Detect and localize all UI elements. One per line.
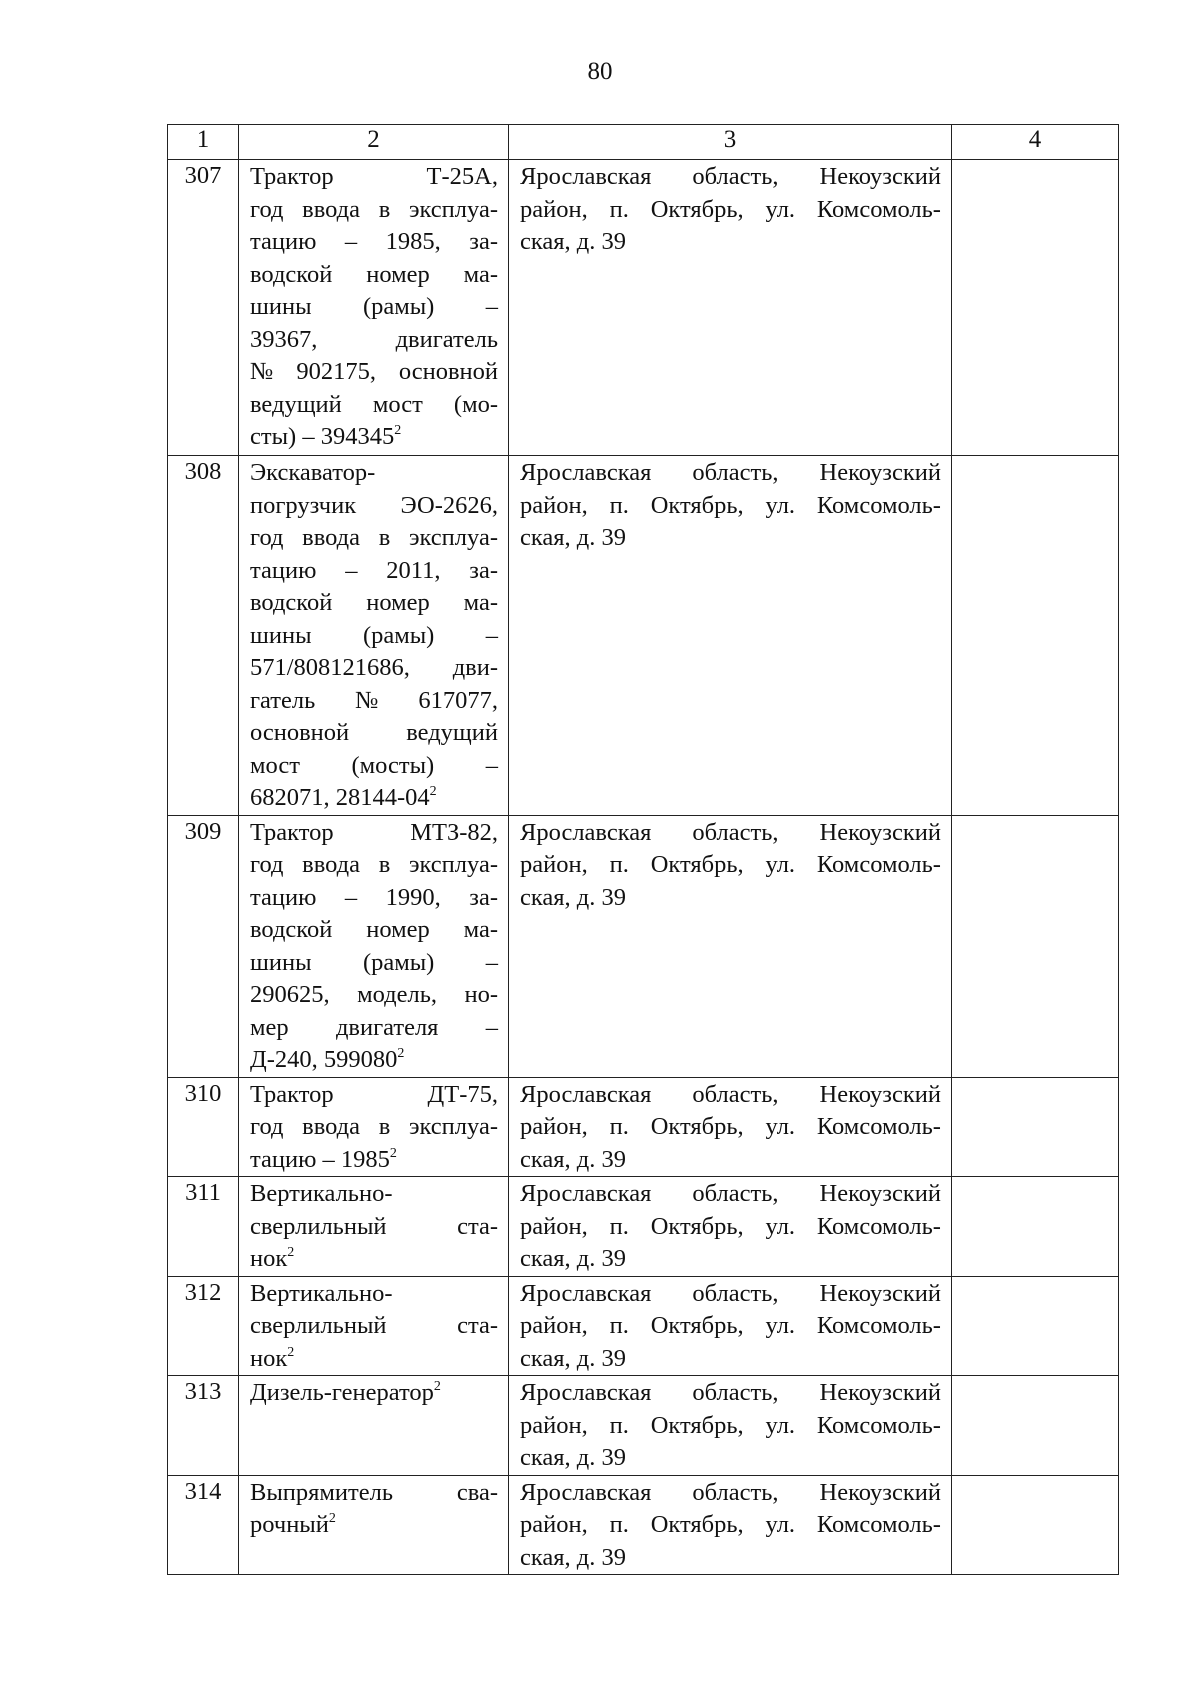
text-line — [250, 717, 498, 750]
text-line — [520, 1542, 941, 1575]
word: п. — [609, 1511, 629, 1538]
column-4-cell — [952, 1077, 1119, 1177]
text-line — [250, 849, 498, 882]
footnote-marker: 2 — [433, 1379, 441, 1394]
text-line — [250, 817, 498, 850]
footnote-marker: 2 — [389, 1145, 397, 1161]
word: дви- — [452, 654, 498, 681]
word: Октябрь, — [650, 1312, 744, 1339]
row-number: 311 — [168, 1177, 239, 1277]
text-line — [250, 1111, 498, 1144]
word: п. — [609, 195, 629, 223]
line-text: ская, д. 39 — [520, 524, 627, 551]
word: эксплуа- — [409, 195, 498, 223]
text-line — [250, 685, 498, 718]
word: Октябрь, — [650, 195, 744, 223]
text-line — [250, 1377, 498, 1410]
text-line — [520, 522, 941, 555]
word: ул. — [765, 1113, 796, 1140]
word: Октябрь, — [650, 1511, 744, 1538]
word: мер — [250, 1013, 289, 1041]
word: ул. — [765, 195, 796, 223]
word: в — [378, 1113, 391, 1140]
column-header-2: 2 — [239, 125, 509, 160]
word: 902175, — [296, 358, 376, 385]
word: Некоузский — [819, 163, 941, 190]
word: Ярославская — [520, 163, 652, 190]
table-row — [168, 1177, 1119, 1277]
text-line — [520, 490, 941, 523]
text-line — [250, 259, 498, 292]
text-line — [250, 1278, 498, 1311]
word: ввода — [302, 1113, 361, 1140]
text-line — [250, 226, 498, 259]
word: эксплуа- — [409, 524, 498, 551]
text-line — [250, 979, 498, 1012]
word: Комсомоль- — [816, 1212, 941, 1240]
word: сверлильный — [250, 1212, 387, 1240]
footnote-marker: 2 — [287, 1245, 295, 1260]
word: номер — [366, 916, 430, 943]
column-4-cell — [952, 160, 1119, 456]
word: Трактор — [250, 163, 334, 190]
text-line — [520, 1144, 941, 1177]
word: Трактор — [250, 818, 334, 846]
word: Выпрямитель — [250, 1478, 394, 1506]
text-line — [250, 356, 498, 389]
item-address — [509, 456, 952, 816]
word: ул. — [765, 1312, 796, 1339]
text-line — [250, 161, 498, 194]
text-line — [250, 652, 498, 685]
word: двигателя — [335, 1013, 439, 1041]
page-number: 80 — [587, 58, 613, 85]
row-number: 307 — [168, 160, 239, 456]
word: Ярославская — [520, 1478, 652, 1506]
text-line — [250, 1477, 498, 1510]
word: ведущий — [406, 719, 498, 746]
word: 39367, — [250, 325, 318, 353]
text-line — [520, 817, 941, 850]
word: год — [250, 524, 284, 551]
word: область, — [692, 459, 779, 486]
word: (мосты) — [351, 751, 435, 779]
text-line — [250, 1243, 498, 1276]
word: водской — [250, 260, 333, 288]
column-4-cell — [952, 456, 1119, 816]
text-line — [250, 421, 498, 454]
word: 290625, — [250, 981, 330, 1008]
item-description — [239, 1077, 509, 1177]
word: эксплуа- — [409, 1113, 498, 1140]
word: ул. — [765, 1212, 796, 1240]
word: Ярославская — [520, 818, 652, 846]
word: район, — [520, 195, 588, 223]
word: в — [378, 524, 391, 551]
row-number: 310 — [168, 1077, 239, 1177]
word: основной — [398, 358, 498, 385]
word: ма- — [463, 589, 498, 616]
text-line — [250, 620, 498, 653]
property-table — [167, 124, 1119, 1575]
row-number: 312 — [168, 1276, 239, 1376]
word: Октябрь, — [650, 1411, 744, 1439]
word: номер — [366, 260, 430, 288]
word: Октябрь, — [650, 851, 744, 878]
line-text: Экскаватор- — [250, 459, 376, 486]
text-line — [250, 1079, 498, 1112]
row-number: 309 — [168, 815, 239, 1077]
footnote-marker: 2 — [397, 1046, 405, 1061]
word: год — [250, 851, 284, 878]
word: в — [378, 195, 391, 223]
text-line — [520, 1377, 941, 1410]
word: (рамы) — [362, 948, 435, 976]
word: Комсомоль- — [816, 1113, 941, 1140]
word: двигатель — [395, 325, 498, 353]
word: ул. — [765, 1411, 796, 1439]
column-header-row — [168, 125, 1119, 160]
table-row — [168, 1376, 1119, 1476]
word: ста- — [457, 1312, 498, 1339]
word: сва- — [456, 1478, 498, 1506]
text-line — [250, 555, 498, 588]
text-line — [250, 324, 498, 357]
word: п. — [609, 1312, 629, 1339]
word: в — [378, 851, 391, 878]
text-line — [520, 882, 941, 915]
word: мост — [250, 751, 300, 779]
word: 617077, — [418, 686, 498, 714]
word: Некоузский — [819, 1180, 941, 1207]
word: за- — [469, 883, 498, 911]
word: тацию — [250, 228, 317, 255]
table-row — [168, 1276, 1119, 1376]
word: п. — [609, 1212, 629, 1240]
word: год — [250, 195, 284, 223]
text-line — [520, 1410, 941, 1443]
text-line — [520, 1278, 941, 1311]
word: 1985, — [385, 228, 441, 255]
word: область, — [692, 1379, 779, 1406]
row-number: 314 — [168, 1475, 239, 1575]
text-line — [250, 194, 498, 227]
word: ДТ-75, — [427, 1080, 498, 1108]
item-description — [239, 1276, 509, 1376]
footnote-marker: 2 — [287, 1344, 295, 1360]
word: ста- — [457, 1212, 498, 1240]
item-description — [239, 1177, 509, 1277]
column-header-3: 3 — [509, 125, 952, 160]
word: п. — [609, 851, 629, 878]
word: № — [250, 358, 274, 385]
text-line — [520, 1178, 941, 1211]
column-4-cell — [952, 1177, 1119, 1277]
text-line — [520, 1243, 941, 1276]
word: эксплуа- — [409, 851, 498, 878]
word: ввода — [302, 851, 361, 878]
word: Комсомоль- — [816, 195, 941, 223]
line-text: рочный — [250, 1511, 329, 1538]
text-line — [520, 1111, 941, 1144]
word: Ярославская — [520, 1279, 652, 1307]
item-description — [239, 1475, 509, 1575]
text-line — [520, 1477, 941, 1510]
word: сверлильный — [250, 1312, 387, 1339]
line-text: тацию – 1985 — [250, 1145, 390, 1173]
text-line — [250, 1144, 498, 1177]
word: шины — [250, 621, 312, 649]
word: Некоузский — [819, 818, 941, 846]
table-row — [168, 815, 1119, 1077]
item-description — [239, 160, 509, 456]
word: Некоузский — [819, 1279, 941, 1307]
line-text: ская, д. 39 — [520, 1444, 627, 1471]
line-text: ская, д. 39 — [520, 1543, 627, 1571]
line-text: Вертикально- — [250, 1180, 393, 1207]
text-line — [250, 1509, 498, 1542]
line-text: 682071, 28144-04 — [250, 784, 430, 811]
word: область, — [692, 1080, 779, 1108]
word: ввода — [302, 524, 361, 551]
text-line — [250, 1012, 498, 1045]
text-line — [250, 490, 498, 523]
word: водской — [250, 916, 333, 943]
footnote-marker: 2 — [429, 784, 437, 799]
word: район, — [520, 851, 588, 878]
word: Октябрь, — [650, 1212, 744, 1240]
item-address — [509, 1475, 952, 1575]
text-line — [250, 750, 498, 783]
word: ввода — [302, 195, 361, 223]
word: – — [485, 293, 498, 320]
text-line — [520, 194, 941, 227]
word: Некоузский — [819, 1478, 941, 1506]
word: Комсомоль- — [816, 1411, 941, 1439]
text-line — [520, 849, 941, 882]
text-line — [250, 914, 498, 947]
word: ЭО-2626, — [400, 491, 498, 519]
line-text: ская, д. 39 — [520, 1344, 627, 1372]
word: гатель — [250, 686, 316, 714]
row-number: 313 — [168, 1376, 239, 1476]
word: район, — [520, 1511, 588, 1538]
text-line — [250, 1211, 498, 1244]
line-text: сты) – 394345 — [250, 423, 395, 450]
text-line — [250, 782, 498, 815]
item-address — [509, 815, 952, 1077]
word: ул. — [765, 851, 796, 878]
word: район, — [520, 1312, 588, 1339]
column-4-cell — [952, 815, 1119, 1077]
word: ма- — [463, 260, 498, 288]
word: шины — [250, 293, 312, 320]
word: – — [485, 621, 498, 649]
text-line — [520, 1310, 941, 1343]
word: но- — [464, 981, 498, 1008]
line-text: ская, д. 39 — [520, 1145, 627, 1173]
text-line — [250, 587, 498, 620]
table-row — [168, 160, 1119, 456]
item-address — [509, 160, 952, 456]
word: Т-25А, — [426, 163, 498, 190]
word: – — [485, 948, 498, 976]
word: Ярославская — [520, 1180, 652, 1207]
word: – — [485, 1013, 498, 1041]
table-row — [168, 1475, 1119, 1575]
word: год — [250, 1113, 284, 1140]
line-text: Д-240, 599080 — [250, 1046, 398, 1073]
word: область, — [692, 818, 779, 846]
line-text: ская, д. 39 — [520, 883, 627, 911]
text-line — [520, 226, 941, 259]
word: район, — [520, 1212, 588, 1240]
word: Октябрь, — [650, 1113, 744, 1140]
word: номер — [366, 589, 430, 616]
text-line — [250, 1178, 498, 1211]
word: ма- — [463, 916, 498, 943]
word: тацию — [250, 556, 317, 584]
line-text: Дизель-генератор — [250, 1379, 434, 1406]
word: Трактор — [250, 1080, 334, 1108]
table-row — [168, 1077, 1119, 1177]
item-address — [509, 1077, 952, 1177]
word: область, — [692, 1279, 779, 1307]
word: (рамы) — [362, 293, 435, 320]
line-text: нок — [250, 1344, 288, 1372]
text-line — [520, 457, 941, 490]
word: модель, — [357, 981, 437, 1008]
text-line — [250, 291, 498, 324]
word: основной — [250, 719, 350, 746]
item-address — [509, 1276, 952, 1376]
word: Комсомоль- — [816, 851, 941, 878]
footnote-marker: 2 — [328, 1511, 336, 1526]
word: Комсомоль- — [816, 1511, 941, 1538]
text-line — [520, 1509, 941, 1542]
word: п. — [609, 491, 629, 519]
word: ул. — [765, 1511, 796, 1538]
text-line — [520, 1211, 941, 1244]
column-header-1: 1 — [168, 125, 239, 160]
word: Некоузский — [819, 1379, 941, 1406]
word: 2011, — [386, 556, 441, 584]
text-line — [520, 161, 941, 194]
word: Ярославская — [520, 1080, 652, 1108]
word: погрузчик — [250, 491, 357, 519]
word: МТЗ-82, — [410, 818, 498, 846]
line-text: ская, д. 39 — [520, 1245, 627, 1272]
word: водской — [250, 589, 333, 616]
word: Комсомоль- — [816, 1312, 941, 1339]
text-line — [250, 1044, 498, 1077]
column-4-cell — [952, 1475, 1119, 1575]
line-text: нок — [250, 1245, 288, 1272]
column-4-cell — [952, 1276, 1119, 1376]
word: район, — [520, 1411, 588, 1439]
word: мост — [372, 390, 423, 418]
line-text: Вертикально- — [250, 1279, 393, 1307]
word: – — [345, 556, 358, 584]
word: шины — [250, 948, 312, 976]
item-description — [239, 1376, 509, 1476]
word: № — [355, 686, 379, 714]
word: область, — [692, 1180, 779, 1207]
word: область, — [692, 1478, 779, 1506]
item-description — [239, 815, 509, 1077]
word: Ярославская — [520, 459, 652, 486]
word: ведущий — [250, 390, 342, 418]
text-line — [250, 457, 498, 490]
word: Некоузский — [819, 459, 941, 486]
text-line — [520, 1442, 941, 1475]
word: Некоузский — [819, 1080, 941, 1108]
word: п. — [609, 1411, 629, 1439]
word: тацию — [250, 883, 317, 911]
item-address — [509, 1376, 952, 1476]
table-row — [168, 456, 1119, 816]
word: за- — [469, 228, 498, 255]
item-address — [509, 1177, 952, 1277]
word: (мо- — [453, 390, 498, 418]
text-line — [250, 1310, 498, 1343]
word: – — [344, 228, 358, 255]
text-line — [520, 1343, 941, 1376]
text-line — [250, 389, 498, 422]
word: – — [485, 751, 498, 779]
word: – — [344, 883, 358, 911]
row-number: 308 — [168, 456, 239, 816]
word: (рамы) — [362, 621, 435, 649]
column-4-cell — [952, 1376, 1119, 1476]
line-text: ская, д. 39 — [520, 228, 627, 255]
word: Ярославская — [520, 1379, 652, 1406]
text-line — [520, 1079, 941, 1112]
word: 1990, — [385, 883, 441, 911]
word: ул. — [765, 491, 796, 519]
item-description — [239, 456, 509, 816]
word: 571/808121686, — [250, 654, 410, 681]
text-line — [250, 1343, 498, 1376]
column-header-4: 4 — [952, 125, 1119, 160]
word: Октябрь, — [650, 491, 744, 519]
text-line — [250, 947, 498, 980]
text-line — [250, 882, 498, 915]
word: область, — [692, 163, 779, 190]
word: район, — [520, 1113, 588, 1140]
word: Комсомоль- — [816, 491, 941, 519]
word: п. — [609, 1113, 629, 1140]
word: район, — [520, 491, 588, 519]
word: за- — [469, 556, 498, 584]
footnote-marker: 2 — [394, 423, 402, 438]
text-line — [250, 522, 498, 555]
